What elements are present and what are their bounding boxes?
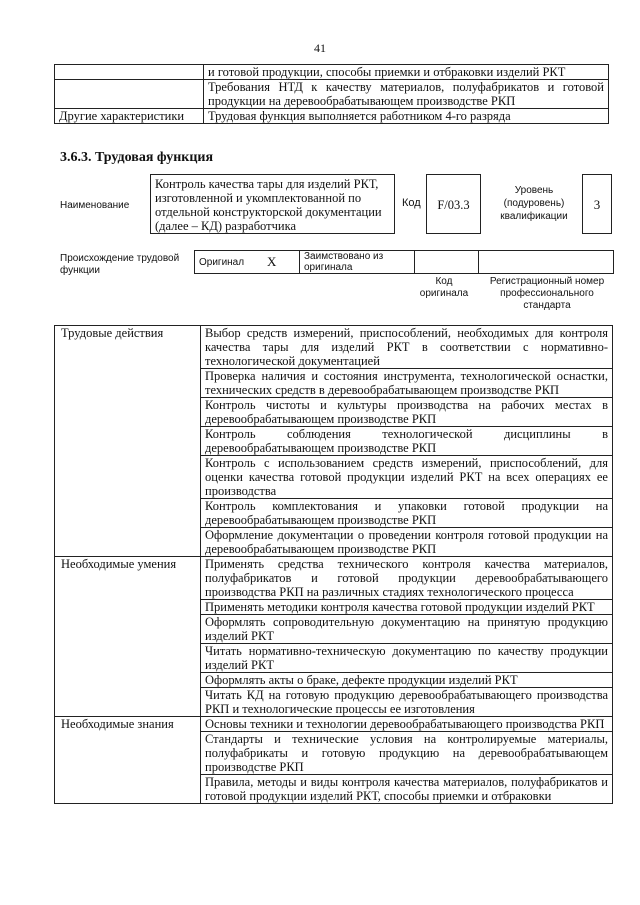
item-text: Контроль соблюдения технологической дисциплины в деревообрабатывающем производстве РКП xyxy=(201,427,613,456)
borrowed-label: Заимствовано из оригинала xyxy=(300,251,415,274)
continuation-table xyxy=(54,64,609,124)
group-label: Необходимые умения xyxy=(55,557,201,717)
registration-number-cell xyxy=(479,251,614,274)
original-label: Оригинал xyxy=(195,251,256,274)
original-code-cell xyxy=(415,251,479,274)
function-name-box: Контроль качества тары для изделий РКТ, изготовленной и укомплектованной по отдельной конструкторской документации (далее – КД) разработчика xyxy=(150,174,395,234)
item-text: Стандарты и технические условия на контролируемые материалы, полуфабрикаты и готовую продукцию на деревообрабатывающем производстве РКП xyxy=(201,732,613,775)
level-label: Уровень (подуровень) квалификации xyxy=(500,185,568,222)
item-text: Оформлять акты о браке, дефекте продукции изделий РКТ xyxy=(201,673,613,688)
item-text: Контроль с использованием средств измерений, приспособлений, для оценки качества готовой продукции изделий РКТ на всех операциях ее производства xyxy=(201,456,613,499)
row-text: Трудовая функция выполняется работником 4-го разряда xyxy=(204,109,609,124)
row-text: и готовой продукции, способы приемки и отбраковки изделий РКТ xyxy=(204,65,609,80)
code-label: Код xyxy=(402,197,421,209)
row-label xyxy=(55,80,204,109)
item-text: Оформление документации о проведении контроля готовой продукции на деревообрабатывающем производстве РКП xyxy=(201,528,613,557)
item-text: Контроль чистоты и культуры производства на рабочих местах в деревообрабатывающем производстве РКП xyxy=(201,398,613,427)
table-row xyxy=(195,251,614,274)
item-text: Основы техники и технологии деревообрабатывающего производства РКП xyxy=(201,717,613,732)
table-row xyxy=(55,326,613,369)
row-text: Требования НТД к качеству материалов, полуфабрикатов и готовой продукции на деревообрабатывающем производстве РКП xyxy=(204,80,609,109)
item-text: Применять средства технического контроля качества материалов, полуфабрикатов и готовой продукции деревообрабатывающего производства РКП на различных стадиях технологического процесса xyxy=(201,557,613,600)
table-row xyxy=(55,557,613,600)
table-row xyxy=(55,65,609,80)
function-details-table xyxy=(54,325,613,804)
original-mark: X xyxy=(255,251,300,274)
table-row xyxy=(55,80,609,109)
table-row xyxy=(55,109,609,124)
origin-label: Происхождение трудовой функции xyxy=(60,253,180,276)
group-label: Необходимые знания xyxy=(55,717,201,804)
table-row xyxy=(55,717,613,732)
row-label: Другие характеристики xyxy=(55,109,204,124)
function-code-box: F/03.3 xyxy=(426,174,481,234)
item-text: Правила, методы и виды контроля качества материалов, полуфабрикатов и готовой продукции изделий РКТ, способы приемки и отбраковки xyxy=(201,775,613,804)
origin-table xyxy=(194,250,614,274)
row-label xyxy=(55,65,204,80)
item-text: Оформлять сопроводительную документацию на принятую продукцию изделий РКТ xyxy=(201,615,613,644)
item-text: Проверка наличия и состояния инструмента, технологической оснастки, технических средств в деревообрабатывающем производстве РКП xyxy=(201,369,613,398)
level-value-box: 3 xyxy=(582,174,612,234)
page-number: 41 xyxy=(314,41,326,55)
code-caption: Код оригинала xyxy=(419,276,469,299)
name-label: Наименование xyxy=(60,200,130,211)
item-text: Читать нормативно-техническую документацию по качеству продукции изделий РКТ xyxy=(201,644,613,673)
item-text: Контроль комплектования и упаковки готовой продукции на деревообрабатывающем производстве РКП xyxy=(201,499,613,528)
item-text: Выбор средств измерений, приспособлений, необходимых для контроля качества тары для изделий РКТ в соответствии с нормативно-технологической документацией xyxy=(201,326,613,369)
registration-caption: Регистрационный номер профессионального стандарта xyxy=(489,276,605,311)
item-text: Применять методики контроля качества готовой продукции изделий РКТ xyxy=(201,600,613,615)
group-label: Трудовые действия xyxy=(55,326,201,557)
section-title: 3.6.3. Трудовая функция xyxy=(60,150,214,165)
item-text: Читать КД на готовую продукцию деревообрабатывающего производства РКП и технологические процессы ее изготовления xyxy=(201,688,613,717)
